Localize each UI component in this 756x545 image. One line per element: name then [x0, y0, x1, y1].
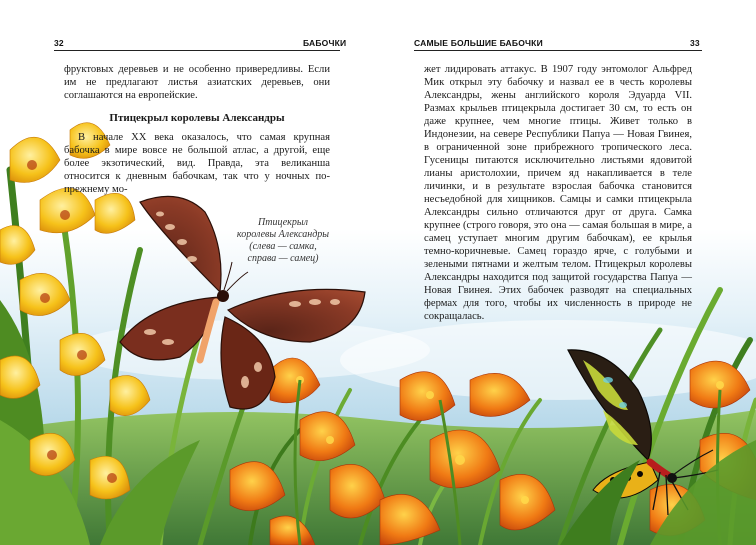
- caption-line: (слева — самка,: [249, 241, 317, 252]
- caption-line: Птицекрыл: [258, 217, 308, 228]
- left-paragraph-2: В начале XX века оказалось, что самая крупная бабочка в мире вовсе не большой атлас, а другой, еще более экзотический, вид. Правда, эта великанша относится к дневным бабочкам, так что у ночных по-прежнему мо-: [64, 132, 330, 195]
- right-paragraph-1: жет лидировать аттакус. В 1907 году энтомолог Альфред Мик открыл эту бабочку и назвал ее в честь королевы Александры, жены английского короля Эдуарда VII. Размах крыльев птицекрыла достигает 30 см, то есть он даже крупнее, чем многие птицы. Живет только в Индонезии, на севере Республики Папуа — Новая Гвинея, в ограниченной зоне прибрежного тропического леса. Гусеницы питаются исключительно листьями ядовитой лианы аристолохии, причем яд накапливается в теле личинки, и в результате взрослая бабочка становится несъедобной для хищников. Самцы и самки птицекрыла Александры сильно отличаются друг от друга. Самка крупнее (строго говоря, это она — самая большая в мире, а самец уступает многим другим бабочкам), ее крылья темно-коричневые. Самец гораздо ярче, с голубыми и зелеными пятнами и желтым телом. Птицекрыл королевы Александры находится под защитой государства Папуа — Новая Гвинея. Этих бабочек разводят на специальных фермах для того, чтобы их численность в природе не сокращалась.: [424, 64, 692, 322]
- caption-line: справа — самец): [247, 253, 319, 264]
- right-header-rule: [414, 50, 702, 51]
- right-running-header: САМЫЕ БОЛЬШИЕ БАБОЧКИ: [414, 38, 543, 48]
- caption-line: королевы Александры: [236, 229, 330, 240]
- right-page-text: [424, 63, 692, 323]
- left-header-rule: [54, 50, 340, 51]
- right-page-number: 33: [690, 38, 700, 48]
- left-running-header: БАБОЧКИ: [303, 38, 347, 48]
- section-title: Птицекрыл королевы Александры: [109, 112, 285, 124]
- left-page-text: [64, 63, 330, 196]
- left-paragraph-1: фруктовых деревьев и не особенно привередливы. Если им не предлагают листья азиатских деревьев, они соглашаются на европейские.: [64, 64, 330, 101]
- left-page-number: 32: [54, 38, 64, 48]
- figure-caption: [224, 217, 342, 265]
